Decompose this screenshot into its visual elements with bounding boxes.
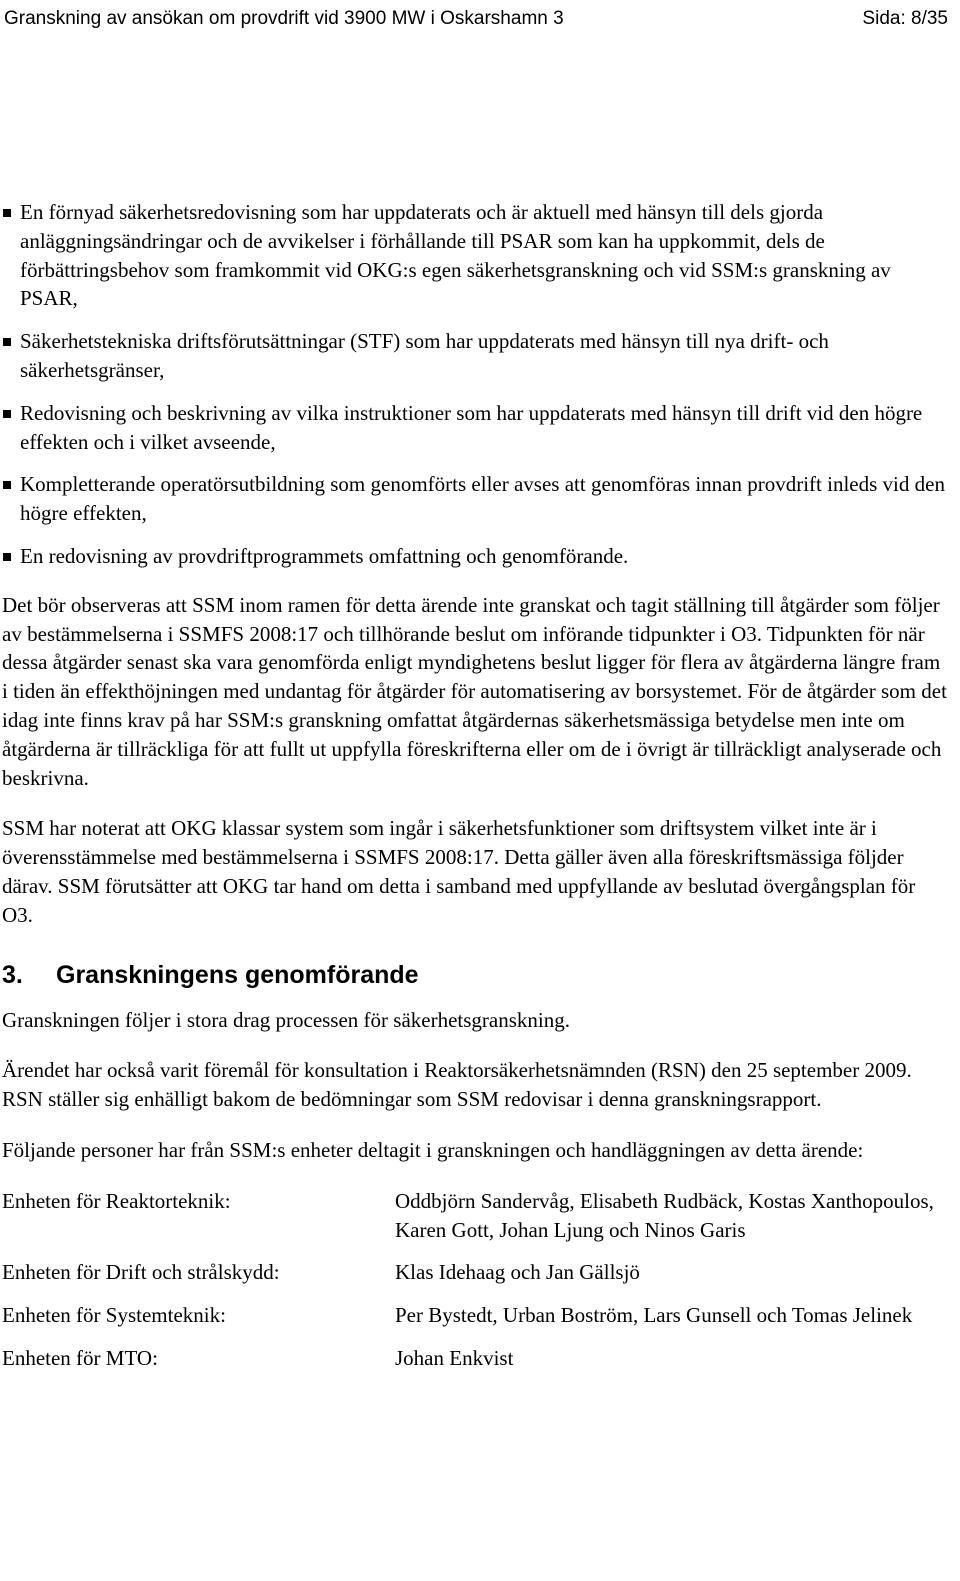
section-number: 3.	[2, 960, 23, 989]
square-bullet-icon	[3, 338, 11, 346]
unit-name: Enheten för Reaktorteknik:	[2, 1188, 231, 1213]
unit-persons: Oddbjörn Sandervåg, Elisabeth Rudbäck, Kostas Xanthopoulos, Karen Gott, Johan Ljung och Ninos Garis	[395, 1188, 934, 1242]
unit-name: Enheten för Systemteknik:	[2, 1303, 226, 1328]
unit-persons: Johan Enkvist	[395, 1345, 514, 1370]
unit-persons: Klas Idehaag och Jan Gällsjö	[395, 1260, 640, 1285]
list-item: Kompletterande operatörsutbildning som genomförts eller avses att genomföras innan provdrift inleds vid den högre effekten,	[2, 470, 947, 528]
participants-table	[2, 1187, 947, 1373]
paragraph: Det bör observeras att SSM inom ramen för detta ärende inte granskat och tagit ställning till åtgärder som följer av bestämmelserna i SSMFS 2008:17 och tillhörande beslut om införande tidpunkter i O3. Tidpunkten för när dessa åtgärder senast ska vara genomförda enligt myndighetens beslut ligger för flera av åtgärderna längre fram i tiden än effekthöjningen med undantag för åtgärder för automatisering av borsystemet. För de åtgärder som det idag inte finns krav på har SSM:s granskning omfattat åtgärdernas säkerhetsmässiga betydelse men inte om åtgärderna är tillräckliga för att fullt ut uppfylla föreskrifterna eller om de i övrigt är tillräckligt analyserade och beskrivna.	[2, 592, 947, 790]
section-heading	[2, 960, 947, 990]
paragraph: Följande personer har från SSM:s enheter deltagit i granskningen och handläggningen av detta ärende:	[2, 1137, 864, 1162]
paragraph: Ärendet har också varit föremål för konsultation i Reaktorsäkerhetsnämnden (RSN) den 25 september 2009. RSN ställer sig enhälligt bakom de bedömningar som SSM redovisar i denna granskningsrapport.	[2, 1058, 912, 1112]
square-bullet-icon	[3, 481, 11, 489]
requirements-list	[2, 198, 947, 571]
page-number: Sida: 8/35	[862, 8, 948, 29]
page-header	[4, 6, 948, 34]
paragraph: SSM har noterat att OKG klassar system som ingår i säkerhetsfunktioner som driftsystem vilket inte är i överensstämmelse med bestämmelserna i SSMFS 2008:17. Detta gäller även alla föreskriftsmässiga följder därav. SSM förutsätter att OKG tar hand om detta i samband med uppfyllande av beslutad övergångsplan för O3.	[2, 816, 916, 927]
list-item: Redovisning och beskrivning av vilka instruktioner som har uppdaterats med hänsyn till drift vid den högre effekten och i vilket avseende,	[2, 399, 947, 457]
unit-persons: Per Bystedt, Urban Boström, Lars Gunsell och Tomas Jelinek	[395, 1303, 913, 1328]
section-title: Granskningens genomförande	[56, 960, 419, 989]
square-bullet-icon	[3, 209, 11, 217]
paragraph: Granskningen följer i stora drag processen för säkerhetsgranskning.	[2, 1007, 570, 1032]
list-item: En förnyad säkerhetsredovisning som har uppdaterats och är aktuell med hänsyn till dels gjorda anläggningsändringar och de avvikelser i förhållande till PSAR som kan ha uppkommit, dels de förbättringsbehov som framkommit vid OKG:s egen säkerhetsgranskning och vid SSM:s granskning av PSAR,	[2, 198, 947, 313]
square-bullet-icon	[3, 553, 11, 561]
square-bullet-icon	[3, 410, 11, 418]
document-title: Granskning av ansökan om provdrift vid 3900 MW i Oskarshamn 3	[4, 8, 564, 29]
list-item: Säkerhetstekniska driftsförutsättningar (STF) som har uppdaterats med hänsyn till nya drift- och säkerhetsgränser,	[2, 327, 947, 385]
document-body	[2, 198, 947, 1373]
list-item: En redovisning av provdriftprogrammets omfattning och genomförande.	[2, 542, 947, 571]
unit-name: Enheten för Drift och strålskydd:	[2, 1260, 280, 1285]
unit-name: Enheten för MTO:	[2, 1345, 158, 1370]
